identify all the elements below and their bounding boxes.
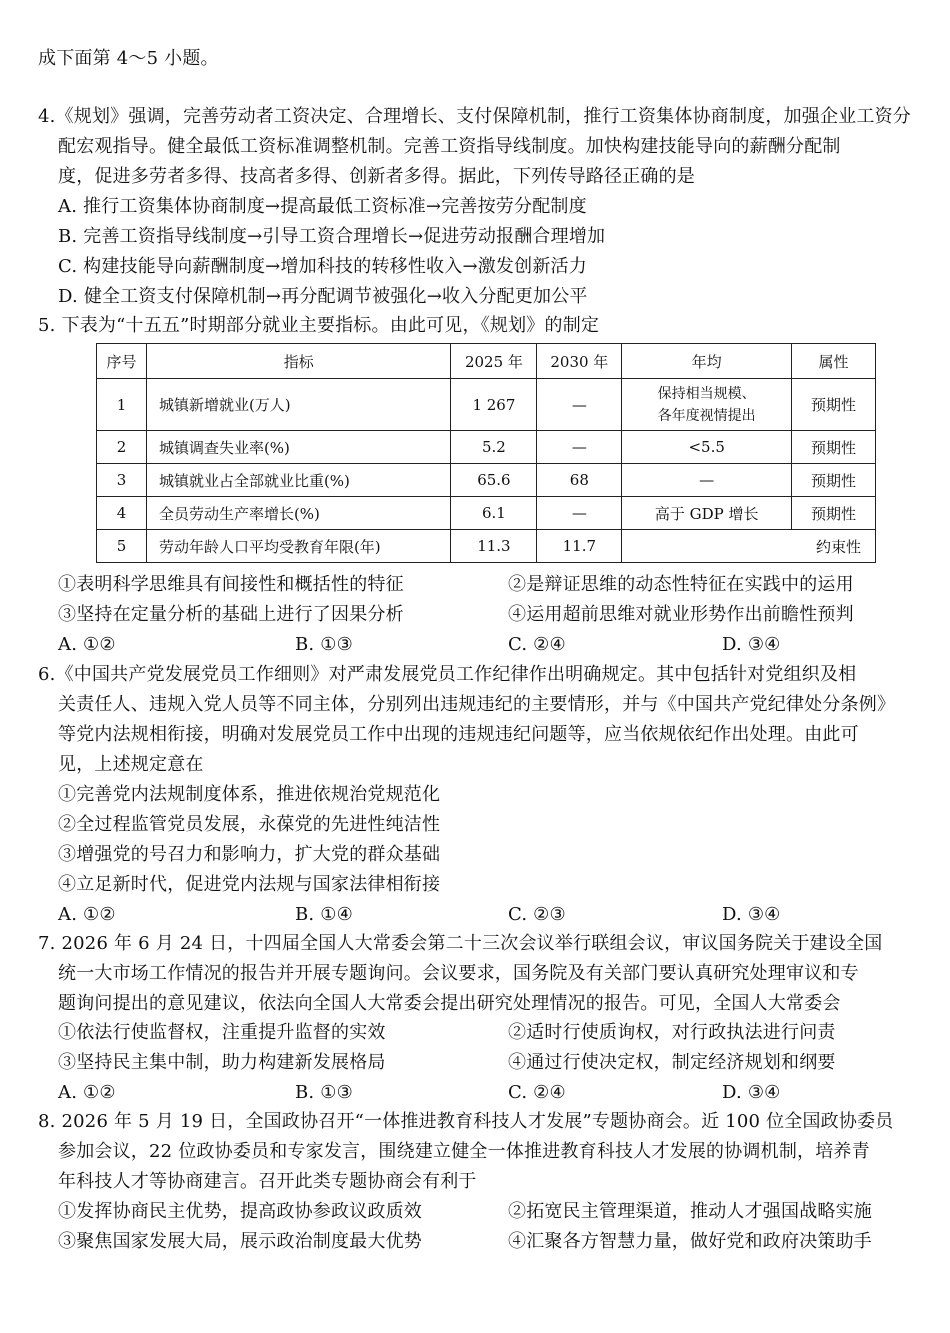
q5-choice-a: A. ①② — [58, 634, 116, 655]
q7-stem-line: 统一大市场工作情况的报告并开展专题询问。会议要求，国务院及有关部门要认真研究处理审议和专 — [58, 963, 859, 984]
table-cell: 城镇调查失业率(%) — [146, 431, 451, 464]
q8-statement: ①发挥协商民主优势，提高政协参政议政质效 — [58, 1201, 422, 1222]
table-cell: 高于 GDP 增长 — [622, 497, 792, 530]
table-row — [97, 379, 876, 431]
q7-statement: ①依法行使监督权，注重提升监督的实效 — [58, 1022, 386, 1043]
q4-option-d: D. 健全工资支付保障机制→再分配调节被强化→收入分配更加公平 — [58, 286, 588, 307]
q5-choice-c: C. ②④ — [508, 634, 566, 655]
q4-stem-line: 度，促进多劳者多得、技高者多得、创新者多得。据此，下列传导路径正确的是 — [58, 166, 695, 187]
q4-stem-line: 4.《规划》强调，完善劳动者工资决定、合理增长、支付保障机制，推行工资集体协商制度，加强企业工资分 — [38, 106, 911, 127]
table-cell: 68 — [537, 464, 622, 497]
table-cell: 11.3 — [451, 530, 537, 563]
header-cell: 年均 — [622, 344, 792, 379]
table-cell: 全员劳动生产率增长(%) — [146, 497, 451, 530]
header-cell: 序号 — [97, 344, 147, 379]
q5-statement: ②是辩证思维的动态性特征在实践中的运用 — [508, 574, 854, 595]
header-cell: 属性 — [792, 344, 876, 379]
q4-option-b: B. 完善工资指导线制度→引导工资合理增长→促进劳动报酬合理增加 — [58, 226, 606, 247]
intro-line: 成下面第 4～5 小题。 — [38, 48, 219, 69]
q7-stem-line: 7. 2026 年 6 月 24 日，十四届全国人大常委会第二十三次会议举行联组会议，审议国务院关于建设全国 — [38, 933, 883, 954]
table-cell: 劳动年龄人口平均受教育年限(年) — [146, 530, 451, 563]
table-cell: 3 — [97, 464, 147, 497]
q6-statement: ①完善党内法规制度体系，推进依规治党规范化 — [58, 784, 441, 805]
q6-stem-line: 6.《中国共产党发展党员工作细则》对严肃发展党员工作纪律作出明确规定。其中包括针对党组织及相 — [38, 664, 857, 685]
q7-choice-a: A. ①② — [58, 1082, 116, 1103]
q6-statement: ②全过程监管党员发展，永葆党的先进性纯洁性 — [58, 814, 441, 835]
q5-choice-b: B. ①③ — [295, 634, 353, 655]
q6-choice-d: D. ③④ — [722, 904, 781, 925]
table-row — [97, 497, 876, 530]
q6-stem-line: 关责任人、违规入党人员等不同主体，分别列出违规违纪的主要情形，并与《中国共产党纪律处分条例》 — [58, 694, 896, 715]
table-cell: — — [537, 379, 622, 431]
q6-statement: ④立足新时代，促进党内法规与国家法律相衔接 — [58, 874, 441, 895]
q6-stem-line: 等党内法规相衔接，明确对发展党员工作中出现的违规违纪问题等，应当依规依纪作出处理。由此可 — [58, 724, 859, 745]
page-crop-edge — [0, 1262, 950, 1333]
table-cell: 预期性 — [792, 431, 876, 464]
table-cell: 城镇新增就业(万人) — [146, 379, 451, 431]
q8-statement: ③聚焦国家发展大局，展示政治制度最大优势 — [58, 1231, 422, 1252]
table-cell: 1 267 — [451, 379, 537, 431]
q7-statement: ④通过行使决定权，制定经济规划和纲要 — [508, 1052, 836, 1073]
q6-stem-line: 见，上述规定意在 — [58, 754, 204, 775]
table-cell: — — [537, 497, 622, 530]
q4-option-c: C. 构建技能导向薪酬制度→增加科技的转移性收入→激发创新活力 — [58, 256, 587, 277]
q5-statement: ④运用超前思维对就业形势作出前瞻性预判 — [508, 604, 854, 625]
table-cell: 城镇就业占全部就业比重(%) — [146, 464, 451, 497]
table-cell: 5.2 — [451, 431, 537, 464]
q8-statement: ②拓宽民主管理渠道，推动人才强国战略实施 — [508, 1201, 872, 1222]
table-cell: 预期性 — [792, 464, 876, 497]
header-cell: 2025 年 — [451, 344, 537, 379]
header-cell: 指标 — [146, 344, 451, 379]
table-cell — [622, 379, 792, 431]
q8-stem-line: 参加会议，22 位政协委员和专家发言，围绕建立健全一体推进教育科技人才发展的协调机制，培养青 — [58, 1141, 870, 1162]
q8-stem-line: 8. 2026 年 5 月 19 日，全国政协召开“一体推进教育科技人才发展”专题协商会。近 100 位全国政协委员 — [38, 1111, 894, 1132]
table-cell: 2 — [97, 431, 147, 464]
employment-indicators-table — [96, 343, 876, 563]
table-cell: <5.5 — [622, 431, 792, 464]
table-cell-line: 各年度视情提出 — [657, 407, 756, 424]
table-cell: 4 — [97, 497, 147, 530]
table-cell: 6.1 — [451, 497, 537, 530]
q6-choice-c: C. ②③ — [508, 904, 566, 925]
q6-choice-b: B. ①④ — [295, 904, 353, 925]
q8-stem-line: 年科技人才等协商建言。召开此类专题协商会有利于 — [58, 1171, 477, 1192]
header-cell: 2030 年 — [537, 344, 622, 379]
q5-statement: ①表明科学思维具有间接性和概括性的特征 — [58, 574, 404, 595]
table-cell-line: 保持相当规模、 — [657, 385, 756, 402]
table-cell: 预期性 — [792, 497, 876, 530]
q7-stem-line: 题询问提出的意见建议，依法向全国人大常委会提出研究处理情况的报告。可见，全国人大常委会 — [58, 993, 841, 1014]
table-row — [97, 464, 876, 497]
q4-option-a: A. 推行工资集体协商制度→提高最低工资标准→完善按劳分配制度 — [58, 196, 587, 217]
q4-stem-line: 配宏观指导。健全最低工资标准调整机制。完善工资指导线制度。加快构建技能导向的薪酬分配制 — [58, 136, 841, 157]
table-cell: 约束性 — [622, 530, 876, 563]
table-header-row — [97, 344, 876, 379]
table-row — [97, 431, 876, 464]
table-cell: 65.6 — [451, 464, 537, 497]
q6-choice-a: A. ①② — [58, 904, 116, 925]
q5-statement: ③坚持在定量分析的基础上进行了因果分析 — [58, 604, 404, 625]
q6-statement: ③增强党的号召力和影响力，扩大党的群众基础 — [58, 844, 441, 865]
q7-statement: ②适时行使质询权，对行政执法进行问责 — [508, 1022, 836, 1043]
table-cell: 11.7 — [537, 530, 622, 563]
q7-choice-c: C. ②④ — [508, 1082, 566, 1103]
table-row — [97, 530, 876, 563]
q7-choice-b: B. ①③ — [295, 1082, 353, 1103]
q8-statement: ④汇聚各方智慧力量，做好党和政府决策助手 — [508, 1231, 872, 1252]
table-cell: 预期性 — [792, 379, 876, 431]
table-cell: — — [622, 464, 792, 497]
table-cell: — — [537, 431, 622, 464]
q7-statement: ③坚持民主集中制，助力构建新发展格局 — [58, 1052, 386, 1073]
table-cell: 5 — [97, 530, 147, 563]
q7-choice-d: D. ③④ — [722, 1082, 781, 1103]
q5-choice-d: D. ③④ — [722, 634, 781, 655]
q5-stem: 5. 下表为“十五五”时期部分就业主要指标。由此可见，《规划》的制定 — [38, 315, 600, 336]
table-cell: 1 — [97, 379, 147, 431]
